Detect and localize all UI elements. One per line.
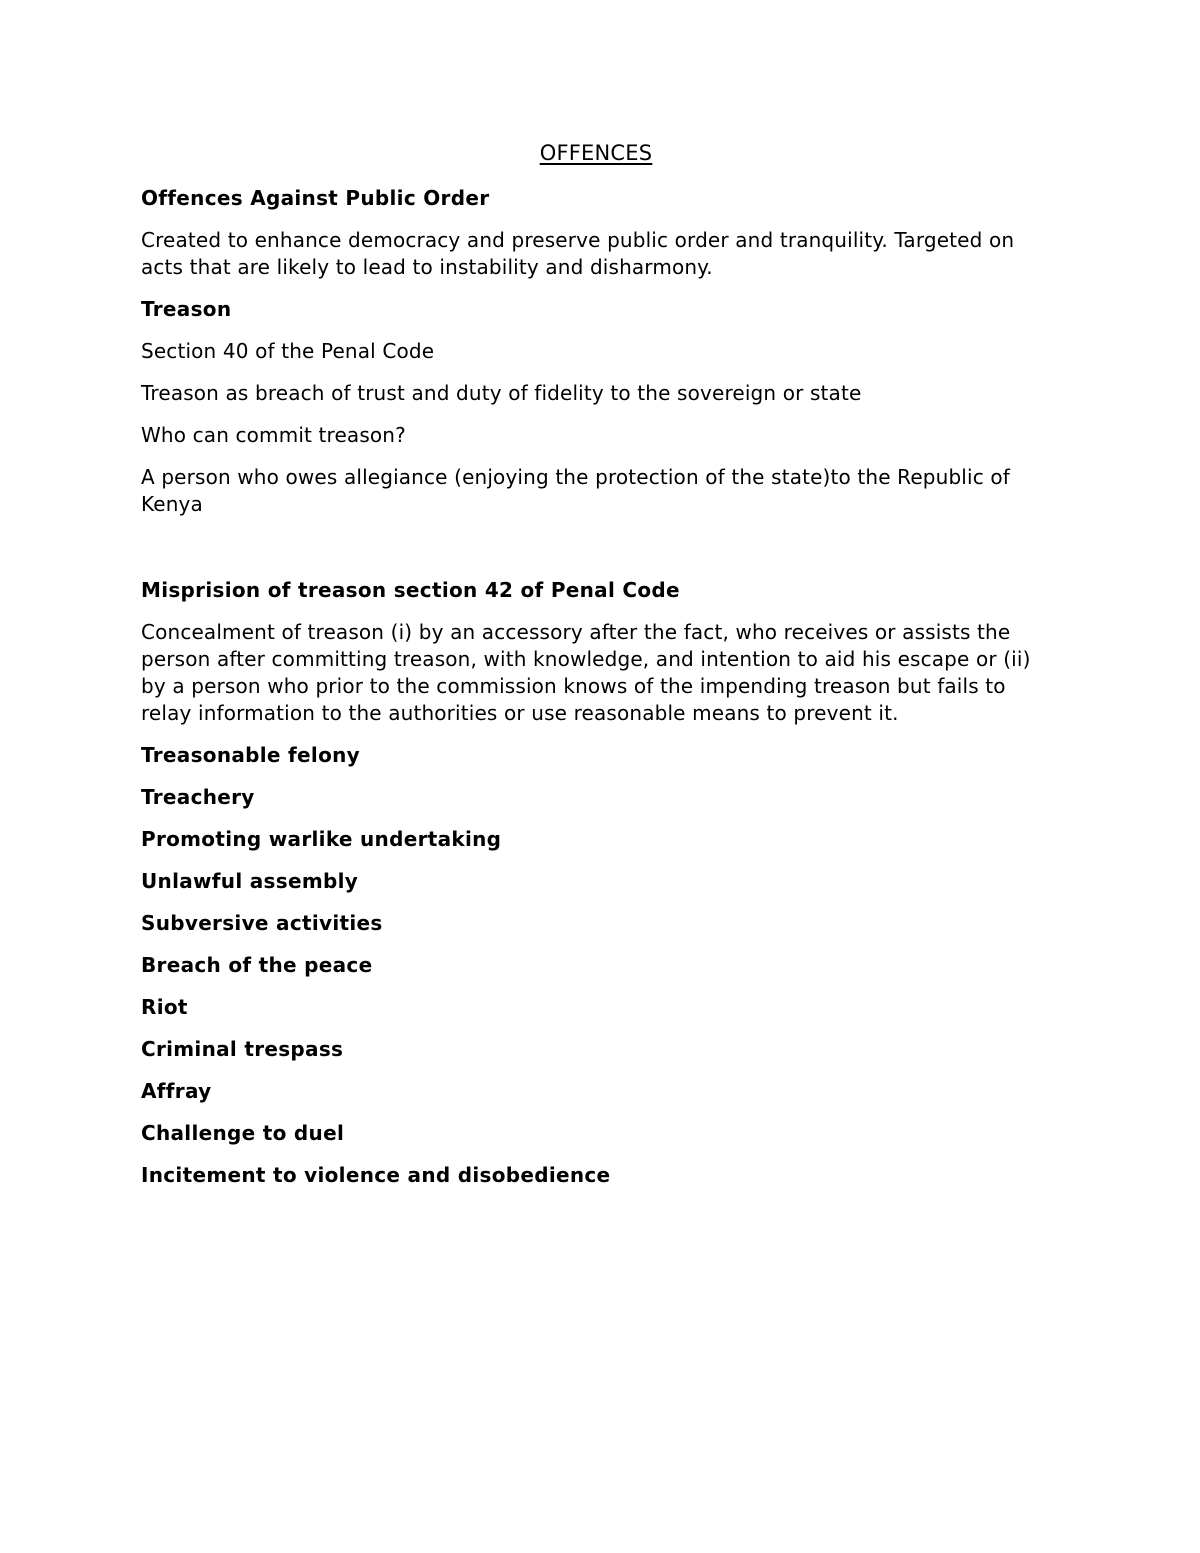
offence-item: Incitement to violence and disobedience [141, 1163, 611, 1187]
document-page [141, 140, 1051, 1204]
offence-item: Challenge to duel [141, 1121, 345, 1145]
offence-item: Riot [141, 995, 188, 1019]
intro-paragraph: Created to enhance democracy and preserve public order and tranquility. Targeted on acts that are likely to lead to instability and disharmony. [141, 228, 1015, 279]
misprision-heading: Misprision of treason section 42 of Penal Code [141, 578, 680, 602]
treason-question: Who can commit treason? [141, 423, 406, 447]
offence-item: Treasonable felony [141, 743, 360, 767]
offence-item: Breach of the peace [141, 953, 373, 977]
offence-item: Unlawful assembly [141, 869, 359, 893]
offence-item: Promoting warlike undertaking [141, 827, 502, 851]
section-heading: Offences Against Public Order [141, 186, 490, 210]
document-title: OFFENCES [539, 141, 653, 165]
offence-item: Criminal trespass [141, 1037, 344, 1061]
treason-definition: Treason as breach of trust and duty of fidelity to the sovereign or state [141, 381, 862, 405]
blank-line [141, 533, 1051, 577]
treason-answer: A person who owes allegiance (enjoying the protection of the state)to the Republic of Kenya [141, 465, 1010, 516]
misprision-body: Concealment of treason (i) by an accessory after the fact, who receives or assists the person after committing treason, with knowledge, and intention to aid his escape or (ii) by a person who prior to the commission knows of the impending treason but fails to relay information to the authorities or use reasonable means to prevent it. [141, 620, 1031, 725]
offence-item: Treachery [141, 785, 255, 809]
offence-item: Affray [141, 1079, 212, 1103]
offence-item: Subversive activities [141, 911, 383, 935]
treason-heading: Treason [141, 297, 232, 321]
treason-section-ref: Section 40 of the Penal Code [141, 339, 435, 363]
